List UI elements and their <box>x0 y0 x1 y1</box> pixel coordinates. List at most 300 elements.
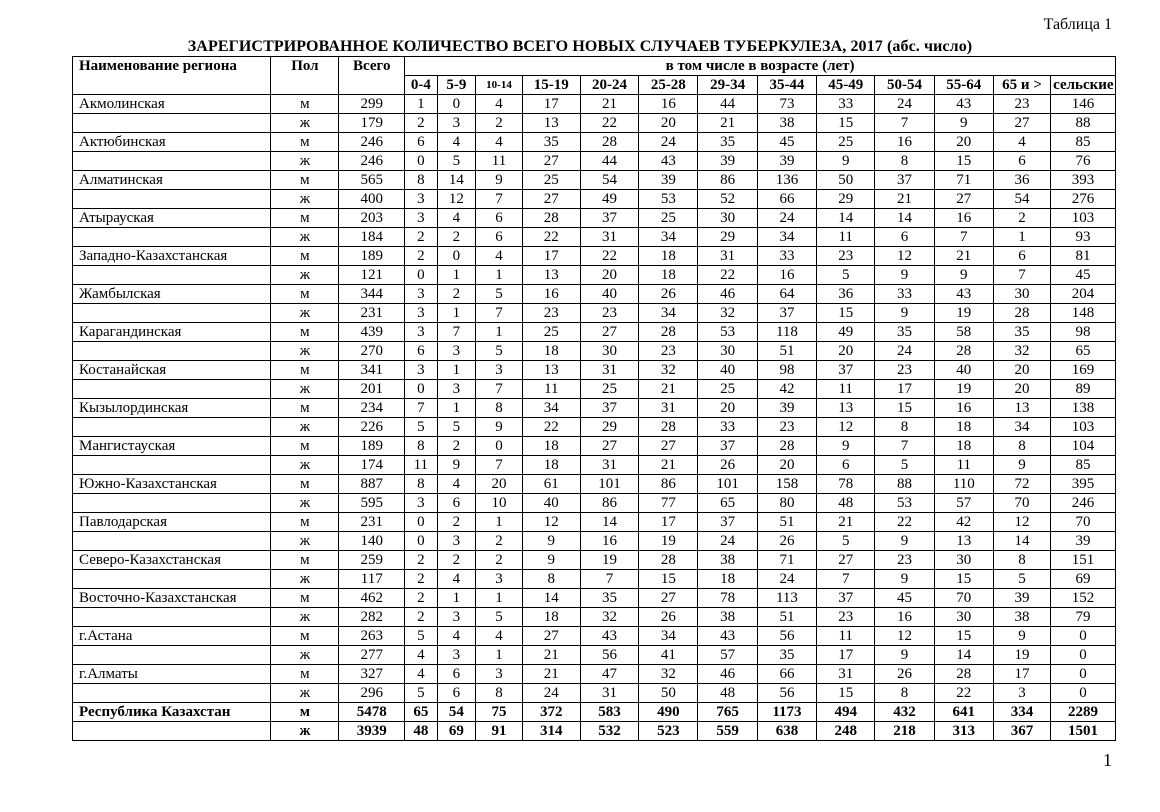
table-row <box>73 627 1116 646</box>
cell-region: Южно-Казахстанская <box>73 475 271 494</box>
cell-value: 42 <box>757 380 816 399</box>
cell-sex: ж <box>271 456 339 475</box>
cell-total: 5478 <box>339 703 405 722</box>
cell-value: 16 <box>934 399 993 418</box>
cell-value: 9 <box>476 171 522 190</box>
table-row <box>73 152 1116 171</box>
cell-sex: ж <box>271 532 339 551</box>
cell-value: 30 <box>934 551 993 570</box>
cell-value: 58 <box>934 323 993 342</box>
cell-value: 73 <box>757 95 816 114</box>
cell-value: 56 <box>580 646 638 665</box>
cell-value: 70 <box>934 589 993 608</box>
cell-value: 32 <box>993 342 1050 361</box>
cell-sex: ж <box>271 304 339 323</box>
cell-value: 24 <box>698 532 757 551</box>
cell-value: 57 <box>698 646 757 665</box>
table-row <box>73 646 1116 665</box>
cell-value: 27 <box>522 627 580 646</box>
cell-value: 9 <box>875 266 934 285</box>
cell-value: 75 <box>476 703 522 722</box>
cell-value: 0 <box>437 247 476 266</box>
cell-value: 3 <box>437 342 476 361</box>
cell-value: 11 <box>405 456 437 475</box>
cell-total: 595 <box>339 494 405 513</box>
cell-region: Северо-Казахстанская <box>73 551 271 570</box>
cell-region: Кызылординская <box>73 399 271 418</box>
cell-value: 6 <box>405 342 437 361</box>
cell-value: 22 <box>934 684 993 703</box>
cell-value: 65 <box>698 494 757 513</box>
cell-region <box>73 608 271 627</box>
cell-value: 17 <box>817 646 875 665</box>
cell-value: 15 <box>817 304 875 323</box>
cell-value: 8 <box>993 437 1050 456</box>
cell-value: 0 <box>1051 627 1116 646</box>
cell-value: 20 <box>817 342 875 361</box>
cell-value: 12 <box>875 627 934 646</box>
cell-sex: ж <box>271 646 339 665</box>
cell-value: 7 <box>875 437 934 456</box>
cell-value: 7 <box>580 570 638 589</box>
cell-value: 12 <box>993 513 1050 532</box>
cell-value: 23 <box>875 551 934 570</box>
cell-sex: м <box>271 399 339 418</box>
cell-value: 38 <box>698 551 757 570</box>
header-age-2: 10-14 <box>476 76 522 95</box>
cell-value: 21 <box>934 247 993 266</box>
cell-value: 66 <box>757 190 816 209</box>
cell-value: 7 <box>476 304 522 323</box>
cell-value: 3 <box>405 304 437 323</box>
tuberculosis-cases-table <box>72 56 1116 741</box>
cell-value: 23 <box>522 304 580 323</box>
cell-value: 51 <box>757 513 816 532</box>
table-row <box>73 608 1116 627</box>
cell-value: 50 <box>639 684 698 703</box>
table-row <box>73 570 1116 589</box>
cell-value: 4 <box>405 646 437 665</box>
cell-value: 7 <box>934 228 993 247</box>
cell-value: 9 <box>934 114 993 133</box>
cell-value: 22 <box>522 418 580 437</box>
cell-value: 28 <box>993 304 1050 323</box>
cell-value: 3 <box>476 665 522 684</box>
cell-sex: м <box>271 665 339 684</box>
cell-region: г.Алматы <box>73 665 271 684</box>
cell-value: 3 <box>437 646 476 665</box>
cell-value: 152 <box>1051 589 1116 608</box>
cell-value: 314 <box>522 722 580 741</box>
cell-value: 19 <box>580 551 638 570</box>
cell-total: 203 <box>339 209 405 228</box>
cell-value: 14 <box>817 209 875 228</box>
cell-value: 1 <box>993 228 1050 247</box>
cell-value: 37 <box>580 399 638 418</box>
cell-value: 9 <box>993 456 1050 475</box>
cell-value: 19 <box>639 532 698 551</box>
cell-total: 140 <box>339 532 405 551</box>
cell-sex: ж <box>271 684 339 703</box>
cell-value: 8 <box>875 152 934 171</box>
cell-region <box>73 456 271 475</box>
cell-sex: ж <box>271 722 339 741</box>
cell-value: 30 <box>580 342 638 361</box>
cell-value: 4 <box>437 570 476 589</box>
cell-sex: м <box>271 133 339 152</box>
cell-value: 5 <box>476 608 522 627</box>
table-row <box>73 228 1116 247</box>
cell-value: 9 <box>875 304 934 323</box>
cell-value: 34 <box>639 627 698 646</box>
header-sex: Пол <box>271 57 339 95</box>
cell-region: Алматинская <box>73 171 271 190</box>
cell-value: 583 <box>580 703 638 722</box>
table-row <box>73 266 1116 285</box>
cell-value: 19 <box>934 304 993 323</box>
cell-value: 39 <box>1051 532 1116 551</box>
header-age-8: 45-49 <box>817 76 875 95</box>
cell-value: 8 <box>993 551 1050 570</box>
cell-value: 50 <box>817 171 875 190</box>
cell-sex: ж <box>271 570 339 589</box>
cell-region <box>73 304 271 323</box>
cell-value: 22 <box>698 266 757 285</box>
cell-value: 31 <box>639 399 698 418</box>
cell-value: 3 <box>405 361 437 380</box>
cell-value: 15 <box>875 399 934 418</box>
cell-value: 78 <box>817 475 875 494</box>
cell-value: 148 <box>1051 304 1116 323</box>
cell-value: 34 <box>639 228 698 247</box>
cell-value: 36 <box>817 285 875 304</box>
table-row <box>73 209 1116 228</box>
cell-value: 49 <box>580 190 638 209</box>
cell-value: 6 <box>875 228 934 247</box>
cell-value: 47 <box>580 665 638 684</box>
cell-value: 0 <box>405 152 437 171</box>
cell-total: 246 <box>339 152 405 171</box>
cell-value: 12 <box>875 247 934 266</box>
cell-value: 638 <box>757 722 816 741</box>
cell-value: 641 <box>934 703 993 722</box>
cell-value: 80 <box>757 494 816 513</box>
cell-sex: м <box>271 437 339 456</box>
cell-value: 16 <box>875 608 934 627</box>
cell-value: 3 <box>437 380 476 399</box>
cell-sex: м <box>271 95 339 114</box>
cell-value: 20 <box>993 361 1050 380</box>
cell-region <box>73 684 271 703</box>
cell-value: 1 <box>437 399 476 418</box>
cell-value: 5 <box>817 532 875 551</box>
cell-sex: ж <box>271 190 339 209</box>
table-row <box>73 665 1116 684</box>
cell-value: 23 <box>875 361 934 380</box>
cell-region: Акмолинская <box>73 95 271 114</box>
cell-value: 14 <box>934 646 993 665</box>
cell-value: 8 <box>875 418 934 437</box>
table-row <box>73 114 1116 133</box>
cell-value: 35 <box>993 323 1050 342</box>
table-row <box>73 722 1116 741</box>
cell-value: 43 <box>639 152 698 171</box>
cell-sex: м <box>271 627 339 646</box>
cell-value: 8 <box>875 684 934 703</box>
cell-value: 23 <box>639 342 698 361</box>
cell-value: 65 <box>405 703 437 722</box>
cell-value: 248 <box>817 722 875 741</box>
cell-value: 21 <box>639 456 698 475</box>
cell-value: 7 <box>476 456 522 475</box>
cell-value: 35 <box>757 646 816 665</box>
cell-value: 5 <box>405 418 437 437</box>
cell-value: 9 <box>993 627 1050 646</box>
cell-total: 400 <box>339 190 405 209</box>
cell-value: 40 <box>934 361 993 380</box>
cell-value: 88 <box>1051 114 1116 133</box>
cell-total: 189 <box>339 437 405 456</box>
cell-value: 71 <box>934 171 993 190</box>
cell-value: 54 <box>437 703 476 722</box>
cell-region <box>73 266 271 285</box>
cell-value: 6 <box>437 684 476 703</box>
cell-region: Актюбинская <box>73 133 271 152</box>
cell-value: 3 <box>476 361 522 380</box>
cell-total: 201 <box>339 380 405 399</box>
cell-value: 1 <box>405 95 437 114</box>
cell-value: 395 <box>1051 475 1116 494</box>
cell-value: 0 <box>405 380 437 399</box>
cell-value: 34 <box>757 228 816 247</box>
cell-sex: м <box>271 589 339 608</box>
cell-value: 0 <box>1051 665 1116 684</box>
cell-value: 26 <box>757 532 816 551</box>
cell-value: 22 <box>580 114 638 133</box>
cell-value: 20 <box>993 380 1050 399</box>
cell-value: 43 <box>580 627 638 646</box>
cell-value: 1 <box>476 589 522 608</box>
cell-value: 17 <box>639 513 698 532</box>
cell-value: 81 <box>1051 247 1116 266</box>
cell-value: 2 <box>405 570 437 589</box>
cell-value: 2 <box>476 532 522 551</box>
header-age-11: 65 и > <box>993 76 1050 95</box>
cell-value: 61 <box>522 475 580 494</box>
cell-value: 4 <box>476 133 522 152</box>
cell-region <box>73 722 271 741</box>
cell-value: 393 <box>1051 171 1116 190</box>
cell-value: 218 <box>875 722 934 741</box>
cell-value: 35 <box>698 133 757 152</box>
cell-value: 7 <box>476 380 522 399</box>
cell-value: 101 <box>698 475 757 494</box>
cell-value: 11 <box>522 380 580 399</box>
cell-value: 56 <box>757 684 816 703</box>
cell-value: 1 <box>476 646 522 665</box>
cell-value: 28 <box>639 323 698 342</box>
cell-value: 69 <box>437 722 476 741</box>
cell-sex: ж <box>271 266 339 285</box>
cell-value: 15 <box>934 152 993 171</box>
cell-value: 66 <box>757 665 816 684</box>
cell-total: 565 <box>339 171 405 190</box>
cell-sex: м <box>271 361 339 380</box>
cell-value: 18 <box>639 266 698 285</box>
cell-total: 296 <box>339 684 405 703</box>
cell-value: 39 <box>993 589 1050 608</box>
cell-value: 18 <box>522 608 580 627</box>
cell-value: 38 <box>757 114 816 133</box>
cell-sex: м <box>271 247 339 266</box>
cell-value: 91 <box>476 722 522 741</box>
cell-sex: ж <box>271 418 339 437</box>
cell-value: 32 <box>580 608 638 627</box>
table-row <box>73 190 1116 209</box>
cell-value: 4 <box>437 133 476 152</box>
cell-value: 29 <box>817 190 875 209</box>
header-age-5: 25-28 <box>639 76 698 95</box>
cell-value: 7 <box>437 323 476 342</box>
cell-value: 37 <box>875 171 934 190</box>
cell-value: 46 <box>698 665 757 684</box>
table-row <box>73 532 1116 551</box>
cell-value: 31 <box>817 665 875 684</box>
cell-value: 98 <box>757 361 816 380</box>
cell-total: 121 <box>339 266 405 285</box>
table-row <box>73 437 1116 456</box>
cell-value: 334 <box>993 703 1050 722</box>
cell-value: 52 <box>698 190 757 209</box>
table-row <box>73 171 1116 190</box>
cell-value: 8 <box>476 684 522 703</box>
cell-value: 13 <box>522 266 580 285</box>
cell-value: 54 <box>993 190 1050 209</box>
cell-region <box>73 152 271 171</box>
cell-value: 3 <box>405 190 437 209</box>
cell-value: 5 <box>405 684 437 703</box>
cell-value: 313 <box>934 722 993 741</box>
table-row <box>73 684 1116 703</box>
cell-region <box>73 380 271 399</box>
cell-total: 3939 <box>339 722 405 741</box>
cell-sex: м <box>271 323 339 342</box>
cell-value: 9 <box>875 646 934 665</box>
table-row <box>73 323 1116 342</box>
cell-value: 367 <box>993 722 1050 741</box>
cell-value: 21 <box>698 114 757 133</box>
cell-value: 88 <box>875 475 934 494</box>
cell-value: 53 <box>875 494 934 513</box>
cell-value: 158 <box>757 475 816 494</box>
cell-value: 29 <box>698 228 757 247</box>
cell-value: 22 <box>875 513 934 532</box>
cell-value: 24 <box>522 684 580 703</box>
cell-value: 64 <box>757 285 816 304</box>
cell-value: 118 <box>757 323 816 342</box>
table-row <box>73 285 1116 304</box>
cell-value: 17 <box>522 247 580 266</box>
cell-sex: м <box>271 171 339 190</box>
cell-value: 21 <box>875 190 934 209</box>
cell-value: 8 <box>405 475 437 494</box>
cell-value: 13 <box>993 399 1050 418</box>
cell-value: 28 <box>639 418 698 437</box>
cell-value: 2 <box>437 228 476 247</box>
header-age-7: 35-44 <box>757 76 816 95</box>
cell-value: 103 <box>1051 209 1116 228</box>
cell-value: 204 <box>1051 285 1116 304</box>
cell-value: 36 <box>993 171 1050 190</box>
cell-value: 39 <box>757 152 816 171</box>
cell-value: 70 <box>1051 513 1116 532</box>
cell-value: 28 <box>934 342 993 361</box>
cell-value: 7 <box>993 266 1050 285</box>
cell-value: 0 <box>437 95 476 114</box>
cell-value: 28 <box>639 551 698 570</box>
cell-value: 2 <box>476 114 522 133</box>
cell-value: 43 <box>934 285 993 304</box>
cell-region <box>73 418 271 437</box>
cell-value: 101 <box>580 475 638 494</box>
cell-value: 3 <box>405 494 437 513</box>
cell-value: 2 <box>405 551 437 570</box>
cell-value: 85 <box>1051 456 1116 475</box>
cell-value: 31 <box>580 361 638 380</box>
table-row <box>73 456 1116 475</box>
cell-value: 169 <box>1051 361 1116 380</box>
cell-value: 26 <box>875 665 934 684</box>
cell-value: 0 <box>476 437 522 456</box>
cell-region: Республика Казахстан <box>73 703 271 722</box>
cell-value: 23 <box>757 418 816 437</box>
cell-value: 0 <box>1051 684 1116 703</box>
cell-total: 174 <box>339 456 405 475</box>
cell-value: 27 <box>522 152 580 171</box>
cell-value: 18 <box>522 342 580 361</box>
cell-total: 117 <box>339 570 405 589</box>
cell-total: 299 <box>339 95 405 114</box>
cell-value: 27 <box>934 190 993 209</box>
cell-value: 7 <box>405 399 437 418</box>
cell-total: 282 <box>339 608 405 627</box>
cell-value: 32 <box>698 304 757 323</box>
cell-value: 20 <box>639 114 698 133</box>
cell-value: 35 <box>580 589 638 608</box>
cell-value: 16 <box>757 266 816 285</box>
cell-value: 559 <box>698 722 757 741</box>
cell-value: 9 <box>875 570 934 589</box>
cell-value: 6 <box>437 665 476 684</box>
cell-value: 1 <box>476 323 522 342</box>
cell-value: 6 <box>993 152 1050 171</box>
cell-value: 2 <box>405 608 437 627</box>
cell-sex: ж <box>271 228 339 247</box>
cell-value: 0 <box>405 532 437 551</box>
cell-value: 28 <box>757 437 816 456</box>
cell-value: 70 <box>993 494 1050 513</box>
cell-value: 14 <box>580 513 638 532</box>
cell-value: 20 <box>580 266 638 285</box>
cell-value: 20 <box>698 399 757 418</box>
cell-value: 2 <box>476 551 522 570</box>
cell-value: 0 <box>1051 646 1116 665</box>
cell-value: 2 <box>993 209 1050 228</box>
cell-value: 151 <box>1051 551 1116 570</box>
cell-value: 23 <box>993 95 1050 114</box>
cell-value: 11 <box>817 228 875 247</box>
cell-value: 12 <box>522 513 580 532</box>
